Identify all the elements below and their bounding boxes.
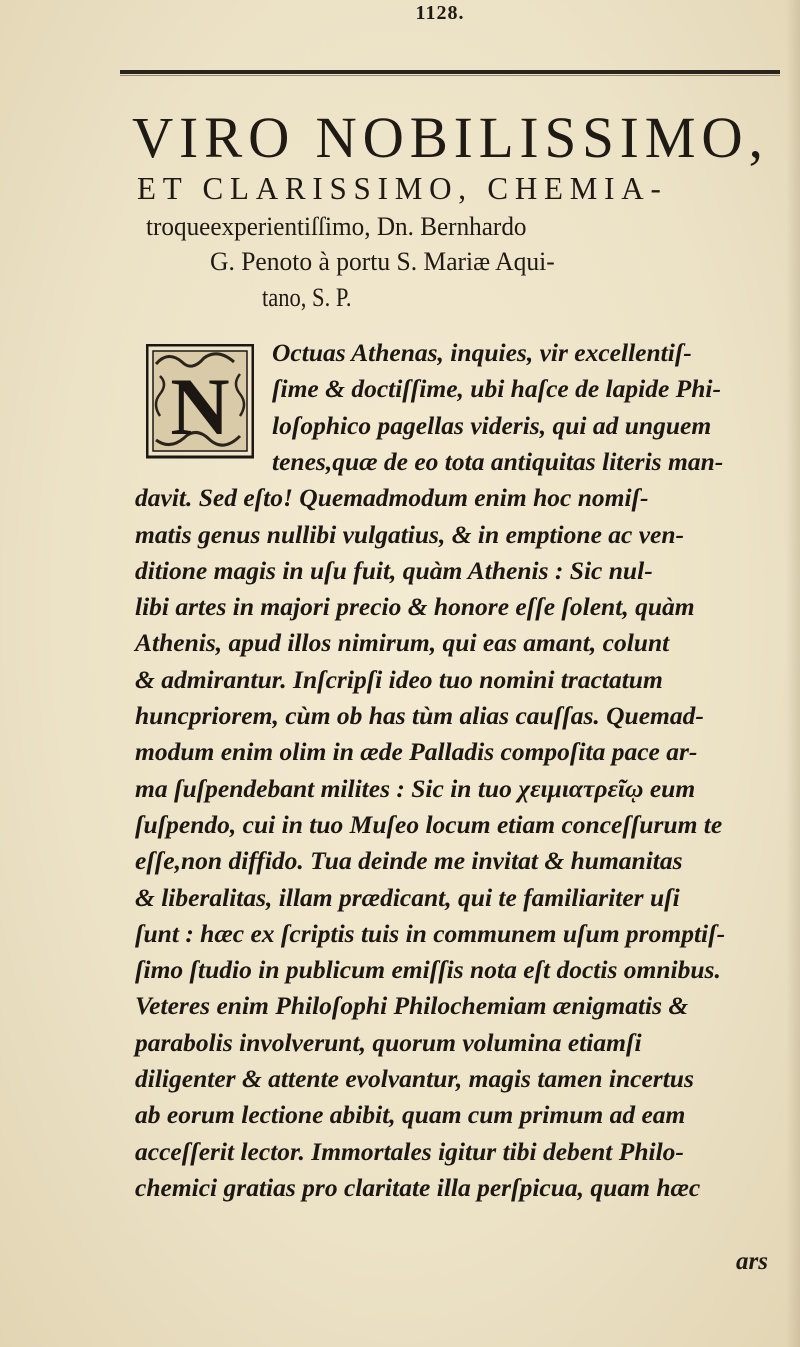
page-number: 1128. [415, 2, 465, 24]
body-line: Veteres enim Philoſophi Philochemiam ænigmatis & [135, 991, 689, 1021]
body-line: huncpriorem, cùm ob has tùm alias cauſſas. Quemad- [135, 701, 704, 730]
dedication-heading-line-4: G. Penoto à portu S. Mariæ Aqui- [210, 247, 555, 276]
body-line: loſophico pagellas videris, qui ad unguem [272, 410, 712, 440]
body-line: Octuas Athenas, inquies, vir excellentiſ- [272, 338, 692, 367]
body-line: ſuſpendo, cui in tuo Muſeo locum etiam conceſſurum te [135, 809, 723, 839]
dedication-heading-line-5: tano, S. P. [262, 283, 352, 312]
body-line: matis genus nullibi vulgatius, & in emptione ac ven- [135, 519, 685, 549]
body-line: ab eorum lectione abibit, quam cum primum ad eam [135, 1100, 686, 1130]
header-rule [120, 70, 780, 74]
body-line: ſimo ſtudio in publicum emiſſis nota eſt doctis omnibus. [135, 955, 721, 985]
body-line: eſſe,non diffido. Tua deinde me invitat & humanitas [135, 846, 683, 876]
body-line: ſime & doctiſſime, ubi haſce de lapide Phi- [272, 374, 721, 404]
body-line: tenes,quæ de eo tota antiquitas literis man- [272, 446, 724, 476]
header-rule-thin [120, 75, 780, 76]
dedication-heading-line-1: VIRO NOBILISSIMO, [132, 105, 769, 170]
body-line: acceſſerit lector. Immortales igitur tibi debent Philo- [135, 1136, 684, 1166]
decorated-initial-icon [146, 344, 254, 462]
body-line: & liberalitas, illam prædicant, qui te familiariter uſi [135, 882, 680, 912]
dedication-heading-line-3: troqueexperientiſſimo, Dn. Bernhardo [146, 212, 527, 241]
body-line: Athenis, apud illos nimirum, qui eas amant, colunt [135, 628, 670, 658]
body-line: & admirantur. Inſcripſi ideo tuo nomini tractatum [135, 664, 663, 694]
body-line: modum enim olim in æde Palladis compoſita pace ar- [135, 737, 698, 767]
body-line: davit. Sed eſto! Quemadmodum enim hoc nomiſ- [135, 483, 649, 513]
svg-text:N: N [170, 361, 230, 452]
body-line: parabolis involverunt, quorum volumina etiamſi [135, 1027, 642, 1057]
body-line: ma ſuſpendebant milites : Sic in tuo χειμιατρεῖῳ eum [135, 773, 696, 803]
body-line: ſunt : hæc ex ſcriptis tuis in communem uſum promptiſ- [135, 918, 726, 948]
body-line: diligenter & attente evolvantur, magis tamen incertus [135, 1064, 694, 1093]
body-line: chemici gratias pro claritate illa perſpicua, quam hæc [135, 1172, 701, 1202]
page-edge-shadow [786, 0, 800, 1347]
body-line: libi artes in majori precio & honore eſſe ſolent, quàm [135, 592, 695, 622]
body-line: ditione magis in uſu fuit, quàm Athenis : Sic nul- [135, 555, 653, 585]
dedication-heading-line-2: ET CLARISSIMO, CHEMIA- [137, 170, 668, 206]
catchword: ars [736, 1248, 768, 1275]
